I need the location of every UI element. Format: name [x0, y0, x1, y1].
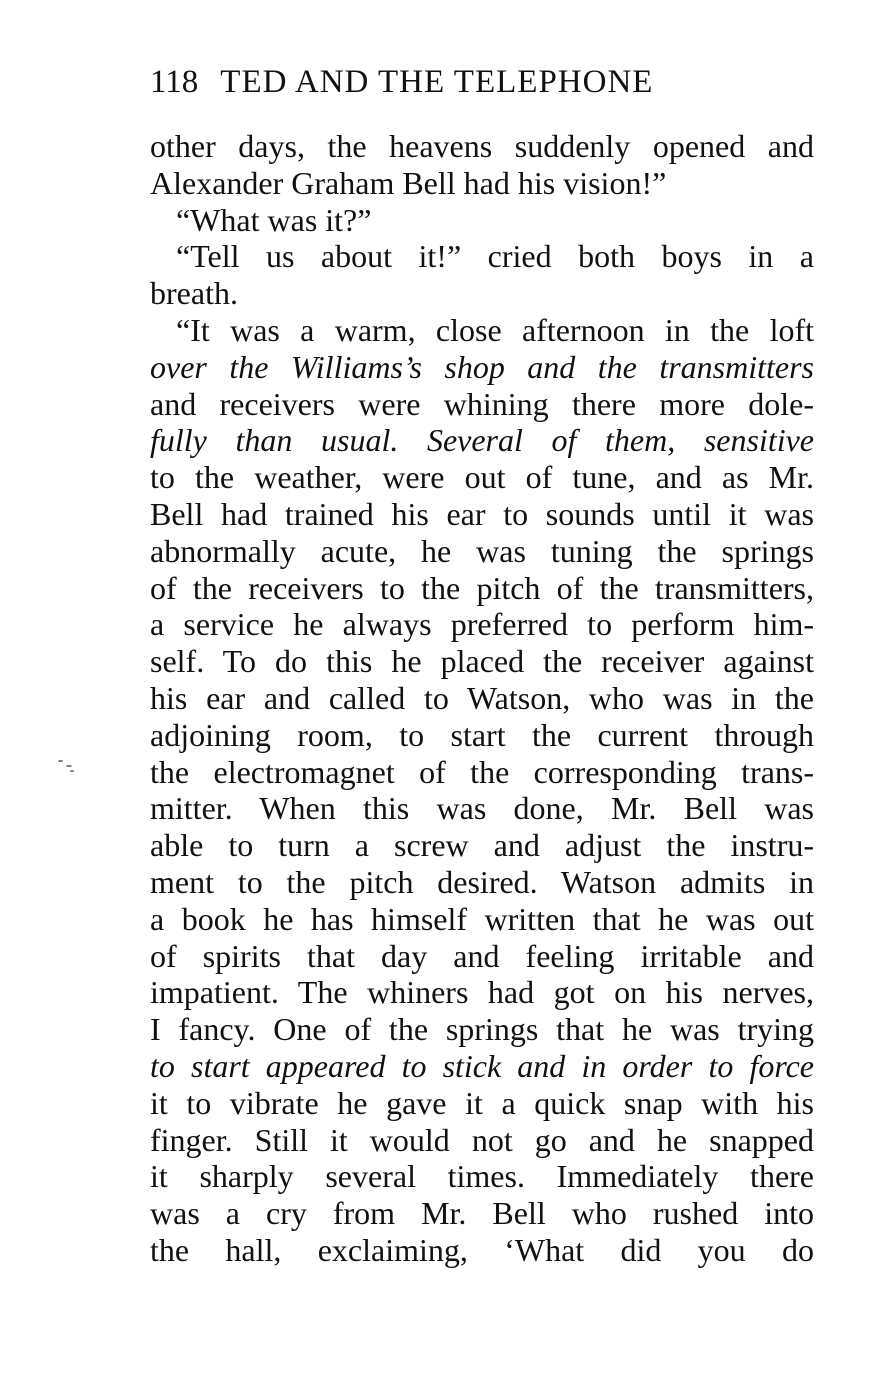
text-line: abnormally acute, he was tuning the springs — [150, 532, 814, 569]
text-line: to start appeared to stick and in order to force — [150, 1047, 814, 1084]
text-line: it to vibrate he gave it a quick snap with his — [150, 1084, 814, 1121]
text-line: the hall, exclaiming, ‘What did you do — [150, 1231, 814, 1268]
text-line: I fancy. One of the springs that he was trying — [150, 1011, 814, 1048]
text-line: of the receivers to the pitch of the transmitters, — [150, 569, 814, 606]
text-line: mitter. When this was done, Mr. Bell was — [150, 790, 814, 827]
page-body-text — [150, 128, 814, 1269]
text-line: to the weather, were out of tune, and as Mr. — [150, 459, 814, 496]
text-line: the electromagnet of the corresponding trans- — [150, 753, 814, 790]
text-line: finger. Still it would not go and he snapped — [150, 1121, 814, 1158]
text-line: a book he has himself written that he was out — [150, 900, 814, 937]
text-line: over the Williams’s shop and the transmitters — [150, 348, 814, 385]
text-line: impatient. The whiners had got on his nerves, — [150, 974, 814, 1011]
text-line: was a cry from Mr. Bell who rushed into — [150, 1195, 814, 1232]
text-line: “It was a warm, close afternoon in the loft — [176, 311, 814, 348]
text-line: fully than usual. Several of them, sensitive — [150, 422, 814, 459]
scan-speck — [70, 770, 74, 772]
text-line: his ear and called to Watson, who was in the — [150, 679, 814, 716]
text-line: a service he always preferred to perform him- — [150, 606, 814, 643]
running-title: TED AND THE TELEPHONE — [220, 64, 654, 100]
text-line: of spirits that day and feeling irritable and — [150, 937, 814, 974]
text-line: “Tell us about it!” cried both boys in a — [176, 238, 814, 275]
text-line: able to turn a screw and adjust the instru- — [150, 827, 814, 864]
text-line: Alexander Graham Bell had his vision!” — [150, 164, 667, 201]
text-line: other days, the heavens suddenly opened and — [150, 128, 814, 164]
text-line: Bell had trained his ear to sounds until it was — [150, 495, 814, 532]
text-line: and receivers were whining there more dole- — [150, 385, 814, 422]
scan-speck — [58, 760, 63, 762]
text-line: adjoining room, to start the current through — [150, 716, 814, 753]
scan-speck — [66, 765, 72, 767]
text-line: it sharply several times. Immediately there — [150, 1158, 814, 1195]
text-line: “What was it?” — [176, 201, 372, 238]
text-line: breath. — [150, 275, 238, 312]
running-header — [150, 62, 814, 102]
page-number: 118 — [150, 64, 199, 100]
text-line: self. To do this he placed the receiver against — [150, 643, 814, 680]
text-line: ment to the pitch desired. Watson admits in — [150, 863, 814, 900]
